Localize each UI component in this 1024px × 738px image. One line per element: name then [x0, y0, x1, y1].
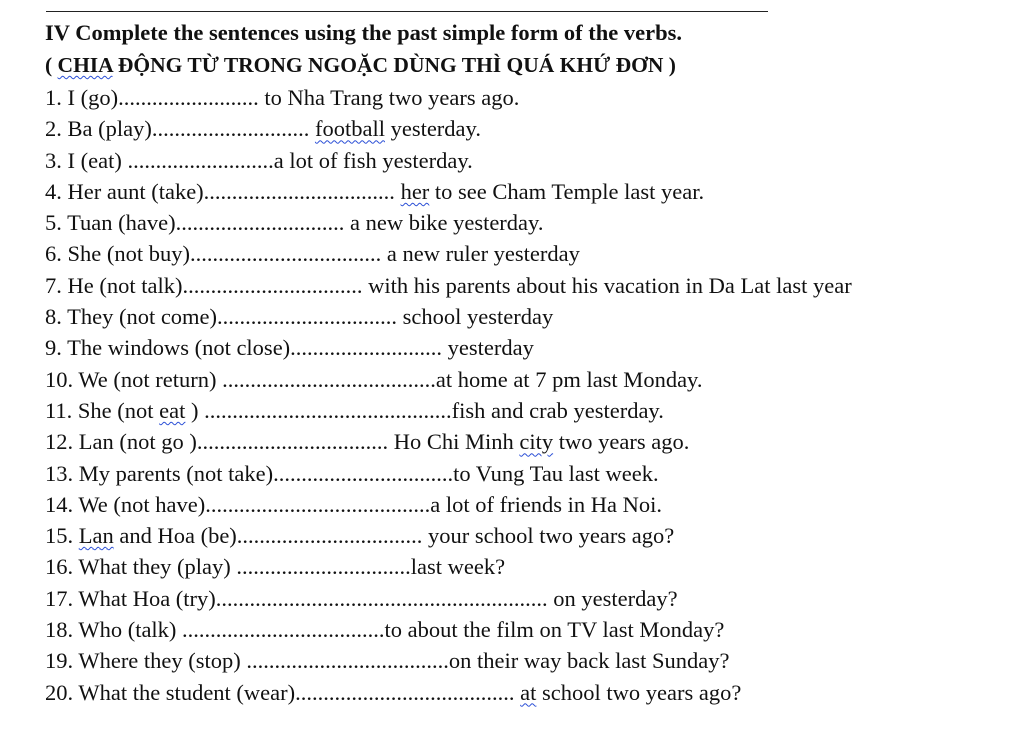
- top-divider-line: [46, 11, 768, 12]
- exercise-subtitle: ( CHIA ĐỘNG TỪ TRONG NGOẶC DÙNG THÌ QUÁ KHỨ ĐƠN ): [45, 53, 676, 77]
- spellcheck-underline: CHIA: [57, 53, 113, 77]
- sentence-2: 2. Ba (play)............................ football yesterday.: [45, 116, 481, 142]
- sentence-14: 14. We (not have)........................................a lot of friends in Ha Noi.: [45, 491, 663, 517]
- sentence-10: 10. We (not return) ......................................at home at 7 pm last Monday.: [45, 366, 703, 392]
- sentence-9: 9. The windows (not close)........................... yesterday: [45, 335, 534, 361]
- sentence-12: 12. Lan (not go ).................................. Ho Chi Minh city two years ago.: [45, 429, 690, 455]
- sentence-19: 19. Where they (stop) ....................................on their way back last Sunday?: [45, 648, 730, 674]
- sentence-3: 3. I (eat) ..........................a lot of fish yesterday.: [45, 147, 473, 173]
- sentence-17: 17. What Hoa (try)........................................................... on yesterday?: [45, 585, 678, 611]
- spellcheck-underline: at: [520, 679, 537, 705]
- sentence-15: 15. Lan and Hoa (be)................................. your school two years ago?: [45, 523, 675, 549]
- sentence-16: 16. What they (play) ...............................last week?: [45, 554, 506, 580]
- sentence-5: 5. Tuan (have).............................. a new bike yesterday.: [45, 210, 544, 236]
- spellcheck-underline: eat: [159, 397, 186, 423]
- sentence-7: 7. He (not talk)................................ with his parents about his vacation in Da Lat last year: [45, 272, 852, 298]
- sentence-13: 13. My parents (not take)................................to Vung Tau last week.: [45, 460, 659, 486]
- sentence-20: 20. What the student (wear)....................................... at school two years ago?: [45, 679, 742, 705]
- spellcheck-underline: Lan: [78, 523, 114, 549]
- exercise-title: IV Complete the sentences using the past simple form of the verbs.: [45, 20, 683, 45]
- sentence-list: [45, 84, 1024, 710]
- spellcheck-underline: her: [400, 178, 430, 204]
- spellcheck-underline: city: [519, 429, 554, 455]
- spellcheck-underline: football: [314, 116, 385, 142]
- sentence-18: 18. Who (talk) ....................................to about the film on TV last Monday?: [45, 617, 725, 643]
- sentence-6: 6. She (not buy).................................. a new ruler yesterday: [45, 241, 580, 267]
- sentence-1: 1. I (go)......................... to Nha Trang two years ago.: [45, 85, 520, 110]
- sentence-11: 11. She (not eat ) ............................................fish and crab yesterday.: [45, 397, 664, 423]
- sentence-4: 4. Her aunt (take).................................. her to see Cham Temple last year.: [45, 178, 705, 204]
- sentence-8: 8. They (not come)................................ school yesterday: [45, 304, 554, 330]
